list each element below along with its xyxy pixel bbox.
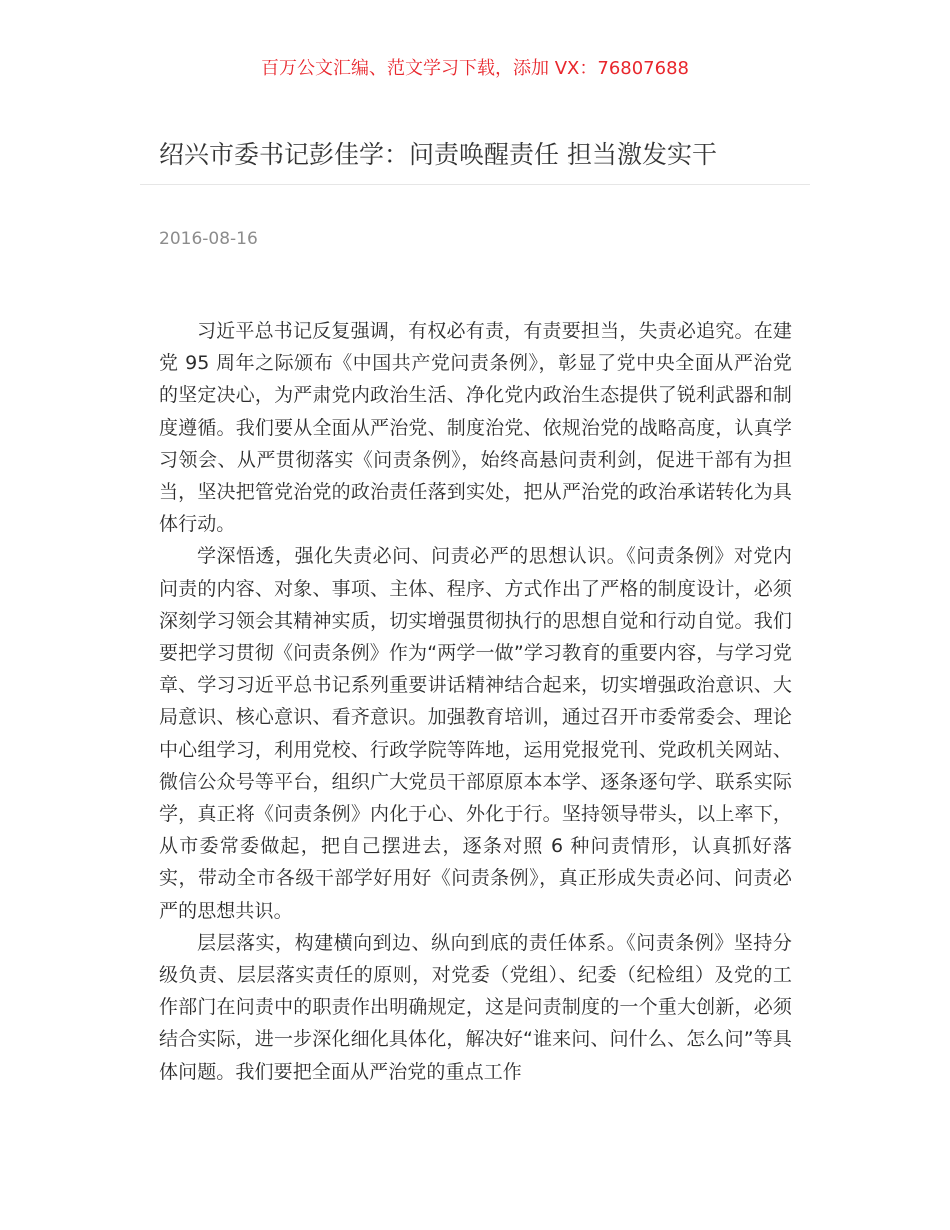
publish-date: 2016-08-16 — [159, 229, 258, 249]
article-title: 绍兴市委书记彭佳学：问责唤醒责任 担当激发实干 — [159, 140, 717, 169]
article-paragraph: 学深悟透，强化失责必问、问责必严的思想认识。《问责条例》对党内问责的内容、对象、事项、主体、程序、方式作出了严格的制度设计，必须深刻学习领会其精神实质，切实增强贯彻执行的思想自觉和行动自觉。我们要把学习贯彻《问责条例》作为“两学一做”学习教育的重要内容，与学习党章、学习习近平总书记系列重要讲话精神结合起来，切实增强政治意识、大局意识、核心意识、看齐意识。加强教育培训，通过召开市委常委会、理论中心组学习，利用党校、行政学院等阵地，运用党报党刊、党政机关网站、微信公众号等平台，组织广大党员干部原原本本学、逐条逐句学、联系实际学，真正将《问责条例》内化于心、外化于行。坚持领导带头，以上率下，从市委常委做起，把自己摆进去，逐条对照 6 种问责情形，认真抓好落实，带动全市各级干部学好用好《问责条例》，真正形成失责必问、问责必严的思想共识。 — [159, 545, 792, 922]
article-paragraph: 层层落实，构建横向到边、纵向到底的责任体系。《问责条例》坚持分级负责、层层落实责任的原则，对党委（党组）、纪委（纪检组）及党的工作部门在问责中的职责作出明确规定，这是问责制度的一个重大创新，必须结合实际，进一步深化细化具体化，解决好“谁来问、问什么、怎么问”等具体问题。我们要把全面从严治党的重点工作 — [159, 931, 792, 1083]
watermark-banner: 百万公文汇编、范文学习下载，添加 VX：76807688 — [261, 58, 689, 79]
article-body — [159, 315, 792, 1088]
article-paragraph: 习近平总书记反复强调，有权必有责，有责要担当，失责必追究。在建党 95 周年之际颁布《中国共产党问责条例》，彰显了党中央全面从严治党的坚定决心，为严肃党内政治生活、净化党内政治生态提供了锐利武器和制度遵循。我们要从全面从严治党、制度治党、依规治党的战略高度，认真学习领会、从严贯彻落实《问责条例》，始终高悬问责利剑，促进干部有为担当，坚决把管党治党的政治责任落到实处，把从严治党的政治承诺转化为具体行动。 — [159, 320, 792, 536]
title-divider — [140, 184, 810, 185]
